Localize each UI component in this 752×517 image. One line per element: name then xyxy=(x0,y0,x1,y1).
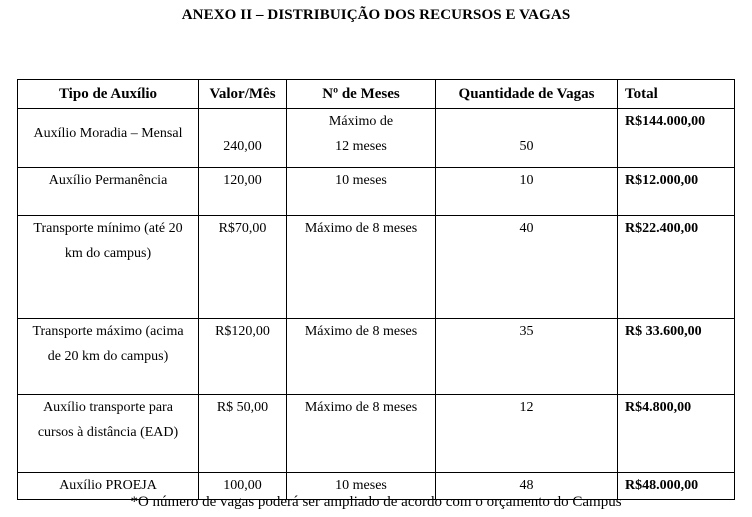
cell-tipo: Auxílio Permanência xyxy=(18,168,199,216)
cell-total: R$22.400,00 xyxy=(618,216,735,319)
table-header-row xyxy=(18,80,735,109)
table-row xyxy=(18,319,735,395)
cell-meses: Máximo de 12 meses xyxy=(287,109,436,168)
cell-valor: R$ 50,00 xyxy=(199,395,287,473)
cell-total: R$ 33.600,00 xyxy=(618,319,735,395)
cell-total: R$12.000,00 xyxy=(618,168,735,216)
cell-vagas: 48 xyxy=(436,473,618,500)
cell-valor: 120,00 xyxy=(199,168,287,216)
header-total: Total xyxy=(618,80,735,109)
cell-vagas: 50 xyxy=(436,109,618,168)
cell-tipo: Auxílio PROEJA xyxy=(18,473,199,500)
cell-tipo: Transporte mínimo (até 20 km do campus) xyxy=(18,216,199,319)
table-row xyxy=(18,216,735,319)
cell-tipo: Auxílio transporte para cursos à distância (EAD) xyxy=(18,395,199,473)
cell-meses: 10 meses xyxy=(287,168,436,216)
resources-table xyxy=(17,79,735,500)
cell-meses: Máximo de 8 meses xyxy=(287,395,436,473)
table-row xyxy=(18,109,735,168)
header-vagas: Quantidade de Vagas xyxy=(436,80,618,109)
cell-valor: 100,00 xyxy=(199,473,287,500)
cell-vagas: 40 xyxy=(436,216,618,319)
header-tipo: Tipo de Auxílio xyxy=(18,80,199,109)
cell-valor: R$70,00 xyxy=(199,216,287,319)
cell-total: R$4.800,00 xyxy=(618,395,735,473)
cell-vagas: 10 xyxy=(436,168,618,216)
cell-valor: R$120,00 xyxy=(199,319,287,395)
cell-meses: 10 meses xyxy=(287,473,436,500)
cell-vagas: 12 xyxy=(436,395,618,473)
cell-tipo: Transporte máximo (acima de 20 km do campus) xyxy=(18,319,199,395)
document-title: ANEXO II – DISTRIBUIÇÃO DOS RECURSOS E VAGAS xyxy=(181,7,571,23)
cell-total: R$144.000,00 xyxy=(618,109,735,168)
header-meses: Nº de Meses xyxy=(287,80,436,109)
cell-meses: Máximo de 8 meses xyxy=(287,216,436,319)
cell-tipo: Auxílio Moradia – Mensal xyxy=(18,109,199,168)
table-row xyxy=(18,168,735,216)
cell-valor: 240,00 xyxy=(199,109,287,168)
header-valor: Valor/Mês xyxy=(199,80,287,109)
cell-meses: Máximo de 8 meses xyxy=(287,319,436,395)
cell-vagas: 35 xyxy=(436,319,618,395)
cell-total: R$48.000,00 xyxy=(618,473,735,500)
table-row xyxy=(18,395,735,473)
footnote: *O número de vagas poderá ser ampliado de acordo com o orçamento do Campus xyxy=(130,494,622,510)
